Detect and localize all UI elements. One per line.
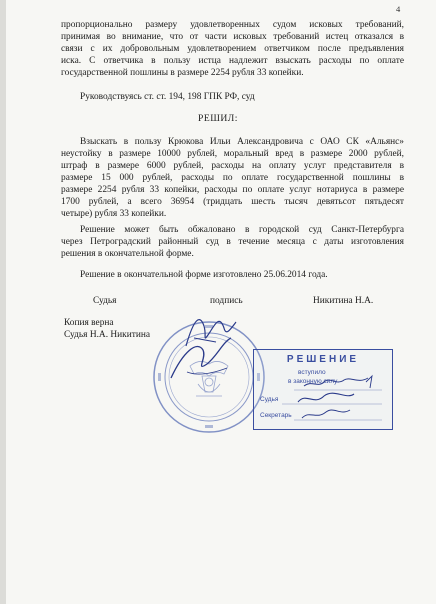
resolution-heading: РЕШИЛ: xyxy=(198,113,238,124)
copy-judge-name: Судья Н.А. Никитина xyxy=(64,330,151,340)
intro-line-3: связи с их добровольным удовлетворением ответчиком после предъявления xyxy=(61,44,404,54)
ruling-line-7: четыре) рубля 33 копейки. xyxy=(61,209,167,219)
intro-line-4: иска. С ответчика в пользу истца надлежит взыскать расходы по оплате xyxy=(61,56,404,66)
signature-label: подпись xyxy=(210,296,243,306)
appeal-line-1: Решение может быть обжаловано в городской суд Санкт-Петербурга xyxy=(80,225,404,235)
judge-label: Судья xyxy=(93,296,117,306)
stamp-handwriting-icon xyxy=(254,350,392,429)
judge-name: Никитина Н.А. xyxy=(313,296,374,306)
ruling-line-4: размере 15 000 рублей, расходы по оплате государственной пошлины в xyxy=(61,173,404,183)
appeal-line-2: через Петроградский районный суд в течение месяца с даты изготовления xyxy=(61,237,404,247)
ruling-line-5: размере 2254 рубля 33 копейки, расходы по оплате услуг нотариуса в размере xyxy=(61,185,404,195)
page-number: 4 xyxy=(396,4,401,14)
intro-line-1: пропорционально размеру удовлетворенных судом исковых требований, xyxy=(61,20,404,30)
stamp-secretary-label: Секретарь xyxy=(260,412,292,419)
final-form-note: Решение в окончательной форме изготовлено 25.06.2014 года. xyxy=(80,270,328,280)
stamp-line-1: вступило xyxy=(298,369,326,376)
ruling-line-3: штраф в размере 6000 рублей, расходы на оплату услуг представителя в xyxy=(61,161,404,171)
intro-line-2: принимая во внимание, что от части исковых требований истец отказался в xyxy=(61,32,404,42)
copy-verified-label: Копия верна xyxy=(64,318,114,328)
intro-line-5: государственной пошлины в размере 2254 рубля 33 копейки. xyxy=(61,68,304,78)
appeal-line-3: решения в окончательной форме. xyxy=(61,249,194,259)
stamp-line-2: в законную силу xyxy=(288,378,338,385)
ruling-line-1: Взыскать в пользу Крюкова Ильи Александровича с ОАО СК «Альянс» xyxy=(80,137,404,147)
guided-by-line: Руководствуясь ст. ст. 194, 198 ГПК РФ, суд xyxy=(80,92,255,102)
ruling-line-2: неустойку в размере 10000 рублей, моральный вред в размере 2000 рублей, xyxy=(61,149,404,159)
legal-force-stamp xyxy=(253,349,393,430)
copy-signature-icon xyxy=(167,332,237,388)
stamp-judge-label: Судья xyxy=(260,396,279,403)
ruling-line-6: 1700 рублей, а всего 36954 (тридцать шесть тысяч девятьсот пятьдесят xyxy=(61,197,404,207)
stamp-title: РЕШЕНИЕ xyxy=(286,354,360,365)
scan-edge xyxy=(0,0,6,604)
